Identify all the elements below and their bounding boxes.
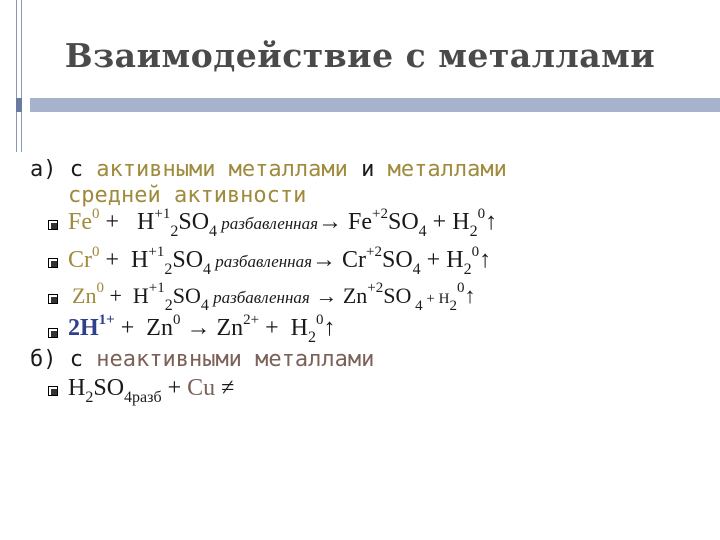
eq2-cr: Cr (68, 247, 92, 273)
eq4-up-arrow: ↑ (323, 315, 336, 341)
eq3-h2: H (438, 291, 450, 307)
eq3-h2-ox: 0 (456, 280, 465, 296)
eq3-note: разбавленная (208, 288, 310, 307)
eq1-h-ox: +1 (154, 206, 171, 222)
page-title: Взаимодействие с металлами (64, 36, 656, 75)
eq2-plus: + (99, 247, 126, 273)
eq1-h: H (137, 209, 155, 235)
eq1-note: разбавленная (217, 214, 319, 233)
equation-zn (72, 282, 475, 313)
section-a-metals: металлами (387, 157, 507, 182)
eq2-h2-ox: 0 (471, 244, 480, 260)
eq5-plus: + (161, 375, 188, 401)
eq1-fe-ox: 0 (92, 206, 100, 222)
section-a-and: и (347, 157, 388, 182)
eq2-note: разбавленная (211, 252, 313, 271)
eq3-so: SO (172, 283, 201, 308)
bullet-icon (48, 258, 58, 268)
eq1-plus2: + (426, 209, 453, 235)
eq3-four: 4 (200, 297, 209, 314)
eq2-h2: H (446, 247, 464, 273)
eq1-h2-ox: 0 (477, 206, 486, 222)
eq3-so4-n: 4 (411, 298, 423, 314)
eq3-plus2: + (422, 291, 439, 307)
eq2-plus2: + (420, 247, 447, 273)
eq4-plus2: + (259, 315, 285, 341)
eq1-h2-n: 2 (469, 223, 478, 240)
eq5-h: H (68, 375, 86, 401)
eq2-cr2: Cr (342, 247, 367, 273)
section-a-medium: средней активности (68, 183, 307, 208)
section-b-inactive: неактивными металлами (96, 347, 375, 372)
section-a-prefix: а) с (30, 157, 97, 182)
eq5-so: SO (93, 375, 125, 401)
equation-fe (68, 208, 497, 238)
eq3-h: H (132, 283, 149, 308)
bullet-icon (48, 220, 58, 230)
eq4-h2-ox: 0 (315, 312, 324, 328)
section-a-active: активными металлами (96, 157, 348, 182)
eq5-cu: Cu (187, 375, 216, 401)
eq1-fe2: Fe (348, 209, 373, 235)
eq2-up-arrow: ↑ (479, 247, 492, 273)
eq4-h-ox: 1+ (98, 312, 115, 328)
eq2-h-ox: +1 (148, 244, 165, 260)
eq4-h2-n: 2 (307, 329, 316, 346)
bullet-icon (48, 386, 58, 396)
eq5-neq: ≠ (215, 375, 235, 401)
eq4-zn2-ox: 2+ (243, 312, 260, 328)
equation-cu (68, 374, 235, 406)
eq3-zn2-ox: +2 (367, 280, 384, 296)
eq3-zn2: Zn (342, 283, 368, 308)
eq4-zn: Zn (146, 315, 173, 341)
eq2-so: SO (172, 247, 204, 273)
eq2-so4: SO (381, 247, 413, 273)
decorative-bar-accent (16, 98, 22, 112)
eq2-four: 4 (203, 261, 212, 278)
eq3-h-ox: +1 (148, 280, 165, 296)
eq2-h2-n: 2 (463, 261, 472, 278)
section-a-heading (30, 156, 507, 184)
eq1-two: 2 (170, 223, 179, 240)
eq4-h2: H (290, 315, 308, 341)
eq1-so4-n: 4 (418, 223, 427, 240)
eq2-cr2-ox: +2 (366, 244, 382, 260)
eq4-zn-ox: 0 (172, 312, 181, 328)
bullet-icon (48, 328, 58, 338)
eq4-plus: + (114, 315, 141, 341)
eq2-two: 2 (164, 261, 173, 278)
eq4-2h: 2H (68, 315, 99, 341)
eq1-four: 4 (209, 223, 218, 240)
equation-2h (68, 312, 336, 346)
eq3-plus: + (103, 283, 128, 308)
eq5-so-n: 4разб (124, 389, 162, 406)
eq3-zn: Zn (72, 283, 97, 308)
eq3-arrow: → (309, 283, 343, 308)
bullet-icon (48, 294, 58, 304)
section-b-prefix: б) с (30, 347, 97, 372)
eq1-up-arrow: ↑ (485, 209, 498, 235)
eq1-so4: SO (387, 209, 419, 235)
eq3-zn-ox: 0 (96, 280, 104, 296)
eq3-up-arrow: ↑ (464, 283, 476, 308)
eq1-arrow: → (318, 209, 349, 235)
eq2-arrow: → (312, 247, 343, 273)
eq5-h-n: 2 (85, 389, 94, 406)
eq1-so: SO (178, 209, 210, 235)
eq3-so4: SO (383, 283, 412, 308)
section-b-heading (30, 346, 374, 374)
eq3-h2-n: 2 (449, 298, 457, 314)
eq1-fe2-ox: +2 (372, 206, 388, 222)
eq1-plus: + (99, 209, 126, 235)
equation-cr (68, 246, 491, 276)
eq2-so4-n: 4 (412, 261, 421, 278)
decorative-horizontal-bar (30, 98, 720, 112)
eq1-fe: Fe (68, 209, 92, 235)
eq1-h2: H (452, 209, 470, 235)
eq2-h: H (131, 247, 149, 273)
eq4-zn2: Zn (216, 315, 244, 341)
eq2-cr-ox: 0 (92, 244, 100, 260)
eq3-two: 2 (164, 297, 173, 314)
eq4-arrow: → (180, 315, 217, 341)
decorative-vertical-bar (16, 0, 22, 152)
